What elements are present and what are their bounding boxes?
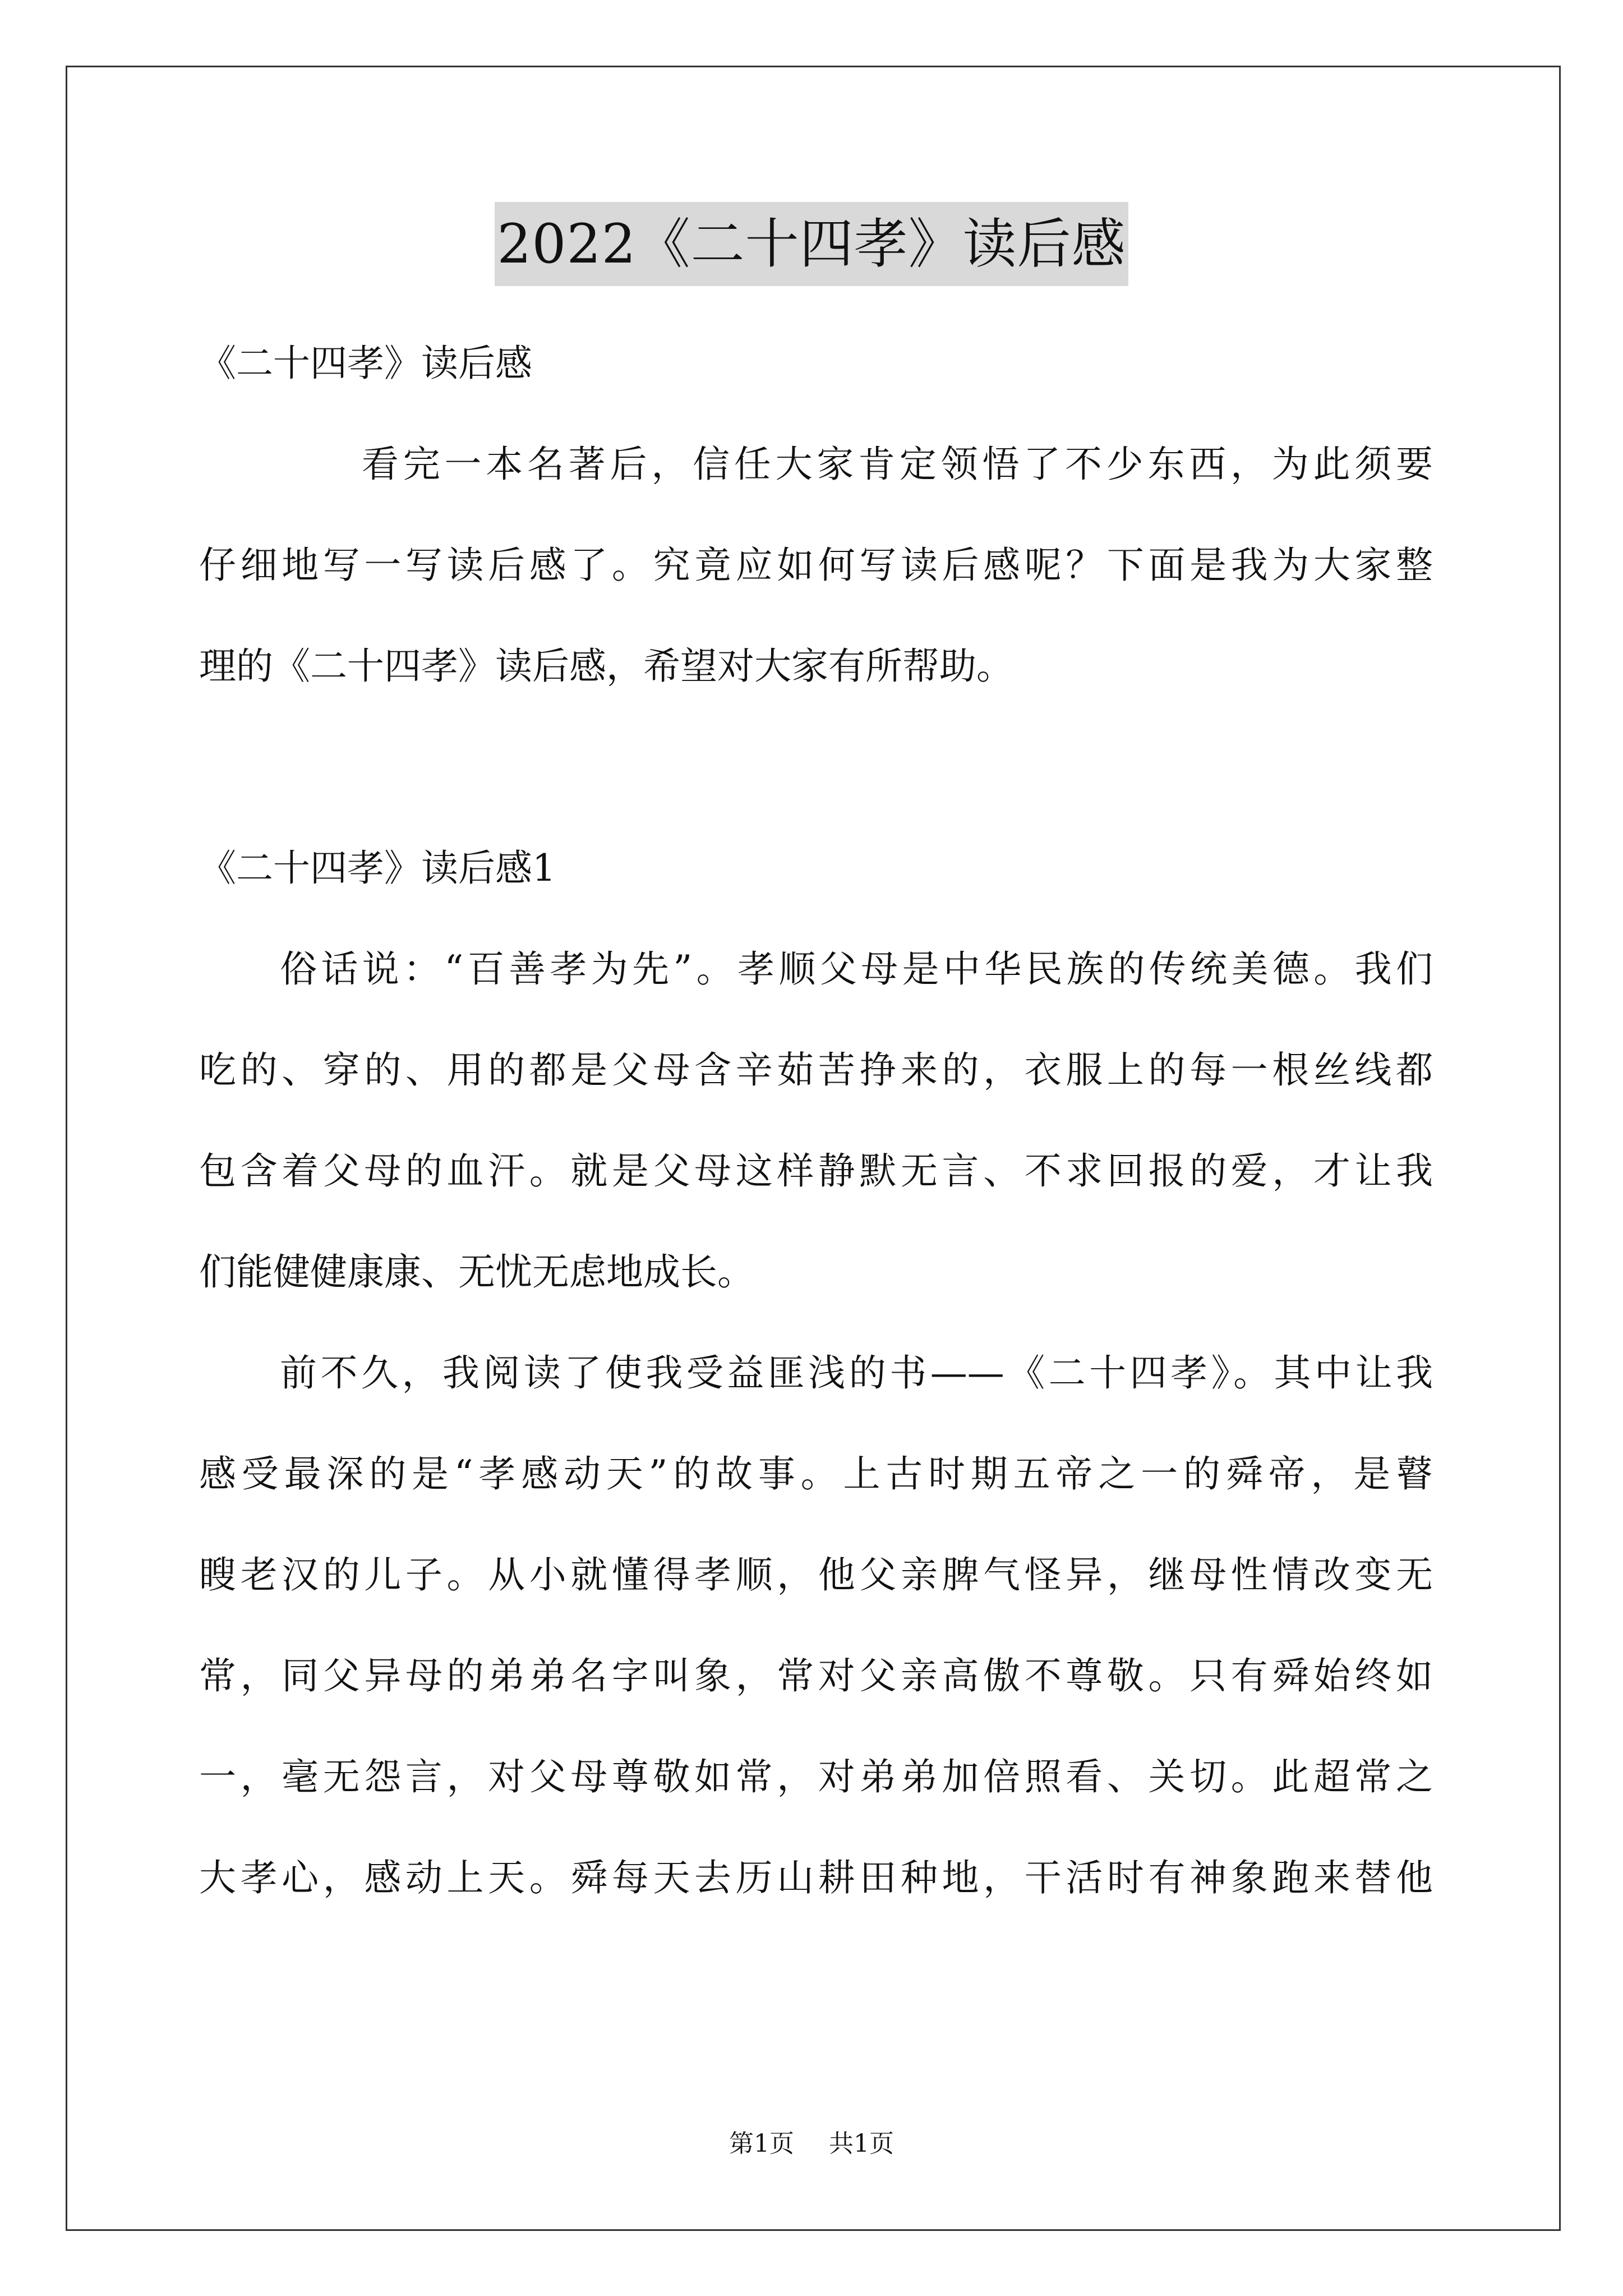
document-body [199, 313, 1433, 1929]
intro-heading: 《二十四孝》读后感 [199, 342, 532, 385]
intro-line: 仔细地写一写读后感了。究竟应如何写读后感呢？下面是我为大家整 [199, 544, 1433, 587]
paragraph1-line: 们能健健康康、无忧无虑地成长。 [199, 1250, 754, 1294]
paragraph2-line: 感受最深的是“孝感动天”的故事。上古时期五帝之一的舜帝，是瞽 [199, 1452, 1433, 1496]
paragraph2-line: 瞍老汉的儿子。从小就懂得孝顺，他父亲脾气怪异，继母性情改变无 [199, 1553, 1433, 1596]
intro-line: 理的《二十四孝》读后感，希望对大家有所帮助。 [199, 645, 1013, 688]
title-wrap [0, 202, 1623, 286]
section-gap [199, 717, 1433, 818]
page-number: 第1页 [729, 2129, 794, 2158]
paragraph1-line: 吃的、穿的、用的都是父母含辛茹苦挣来的，衣服上的每一根丝线都 [199, 1048, 1433, 1092]
page-total: 共1页 [829, 2129, 894, 2158]
paragraph2-line: 一，毫无怨言，对父母尊敬如常，对弟弟加倍照看、关切。此超常之 [199, 1755, 1433, 1798]
paragraph1-line: 包含着父母的血汗。就是父母这样静默无言、不求回报的爱，才让我 [199, 1149, 1433, 1193]
section1-heading: 《二十四孝》读后感1 [199, 846, 556, 890]
page-footer [0, 2127, 1623, 2161]
intro-line: 看完一本名著后，信任大家肯定领悟了不少东西，为此须要 [362, 443, 1433, 486]
paragraph2-line: 大孝心，感动上天。舜每天去历山耕田种地，干活时有神象跑来替他 [199, 1856, 1433, 1899]
paragraph2-line: 常，同父异母的弟弟名字叫象，常对父亲高傲不尊敬。只有舜始终如 [199, 1654, 1433, 1697]
paragraph1-line: 俗话说：“百善孝为先”。孝顺父母是中华民族的传统美德。我们 [280, 947, 1433, 991]
document-title: 2022《二十四孝》读后感 [495, 202, 1128, 286]
paragraph2-line: 前不久，我阅读了使我受益匪浅的书——《二十四孝》。其中让我 [280, 1351, 1433, 1395]
